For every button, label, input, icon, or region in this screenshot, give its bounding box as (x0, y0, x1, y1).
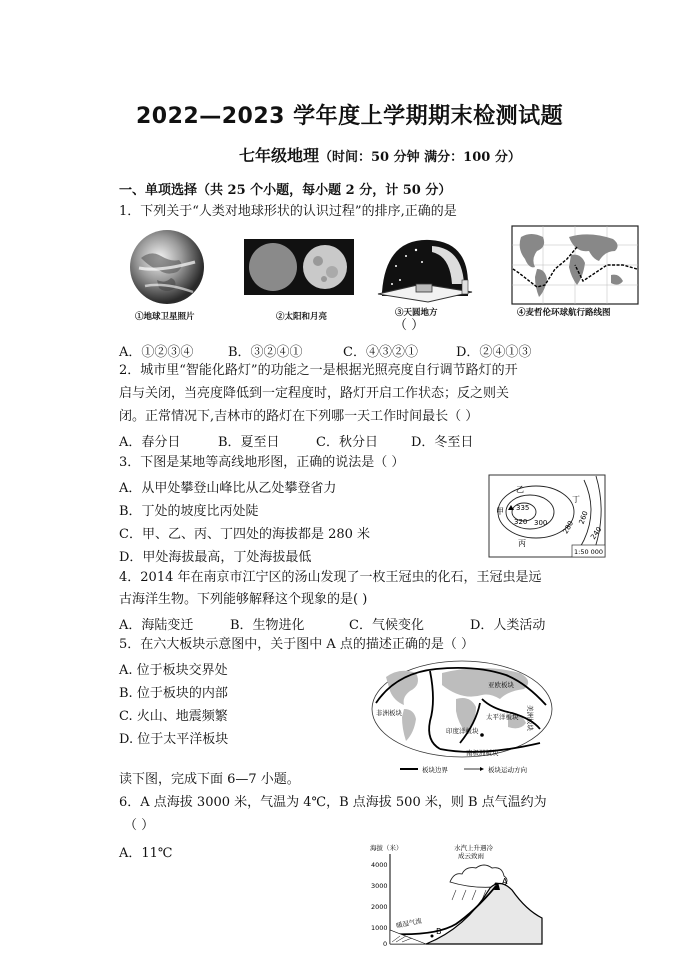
plate-label-american: 美洲板块 (526, 705, 534, 731)
exam-meta: （时间：50 分钟 满分：100 分） (319, 150, 521, 165)
place-yi-label: 乙 (516, 485, 524, 494)
diagram-ylabel: 海拔（米） (370, 844, 403, 852)
q4-option-b[interactable]: B．生物进化 (230, 618, 305, 633)
ytick-0: 0 (383, 940, 388, 948)
q1-blank: （ ） (394, 318, 425, 333)
q2-line-3: 闭。正常情况下,吉林市的路灯在下列哪一天工作时间最长（ ） (119, 409, 479, 424)
contour-peak-label: 335 (516, 504, 530, 512)
diagram-top-label-1: 水汽上升遇冷 (454, 844, 493, 852)
point-a-label: A (502, 877, 508, 886)
q5-option-b[interactable]: B. 位于板块的内部 (119, 686, 228, 701)
contour-label-240: 240 (589, 525, 604, 542)
sun-and-moon-image (244, 239, 354, 295)
plate-label-antarctic: 南极洲板块 (466, 749, 499, 757)
plate-label-indian: 印度洋板块 (446, 727, 479, 735)
place-ding-label: 丁 (572, 495, 580, 504)
plate-label-pacific: 太平洋板块 (486, 713, 519, 721)
q1-option-b[interactable]: B．③②④① (228, 345, 303, 360)
round-sky-square-earth-image (376, 236, 474, 304)
subject-name: 七年级地理 (239, 146, 320, 165)
subject-title (239, 143, 521, 166)
point-b-marker (431, 935, 434, 938)
contour-label-260: 260 (577, 509, 590, 526)
legend-motion-label: 板块运动方向 (488, 766, 527, 774)
plate-label-african: 非洲板块 (376, 709, 402, 717)
q2-option-a[interactable]: A．春分日 (119, 435, 181, 450)
ytick-2000: 2000 (371, 903, 388, 911)
q4-line-2: 古海洋生物。下列能够解释这个现象的是( ) (119, 592, 368, 607)
six-plates-map (370, 659, 554, 775)
contour-map (488, 474, 606, 558)
q3-option-a[interactable]: A．从甲处攀登山峰比从乙处攀登省力 (119, 481, 337, 496)
q6-line-1: 6．A 点海拔 3000 米，气温为 4℃，B 点海拔 500 米，则 B 点气温约为 (119, 795, 547, 810)
q1-option-d[interactable]: D．②④①③ (456, 345, 532, 360)
q1-option-c[interactable]: C．④③②① (343, 345, 418, 360)
ytick-1000: 1000 (371, 924, 388, 932)
q5-option-d[interactable]: D. 位于太平洋板块 (119, 732, 229, 747)
q1-caption-4: ④麦哲伦环球航行路线图 (517, 308, 611, 318)
q2-line-2: 启与关闭，当亮度降低到一定程度时，路灯开启工作状态；反之则关 (119, 386, 510, 401)
contour-label-280: 280 (561, 519, 576, 536)
q4-option-a[interactable]: A．海陆变迁 (119, 618, 194, 633)
legend-boundary-label: 板块边界 (422, 766, 448, 774)
q3-option-d[interactable]: D．甲处海拔最高，丁处海拔最低 (119, 550, 312, 565)
q1-caption-3: ③天圆地方 (395, 308, 438, 318)
magellan-route-map-image (511, 225, 639, 305)
q4-option-c[interactable]: C．气候变化 (349, 618, 424, 633)
q5-option-c[interactable]: C. 火山、地震频繁 (119, 709, 228, 724)
place-jia-label: 甲 (496, 507, 504, 516)
point-a-marker (480, 733, 484, 737)
mountain-rain-diagram (366, 838, 544, 950)
q2-option-b[interactable]: B．夏至日 (218, 435, 280, 450)
page-title: 2022—2023 学年度上学期期末检测试题 (136, 104, 564, 129)
contour-label-300: 300 (534, 519, 548, 527)
q1-caption-2: ②太阳和月亮 (276, 312, 328, 322)
place-bing-label: 丙 (518, 539, 526, 548)
point-a-marker (495, 883, 498, 886)
diagram-top-label-2: 成云致雨 (458, 852, 484, 860)
q1-option-a[interactable]: A．①②③④ (119, 345, 194, 360)
satellite-earth-image (127, 228, 207, 306)
q6-blank: （ ） (124, 818, 155, 833)
map-scale-label: 1:50 000 (574, 548, 604, 556)
q1-caption-1: ①地球卫星照片 (135, 312, 195, 322)
q2-line-1: 2．城市里“智能化路灯”的功能之一是根据光照亮度自行调节路灯的开 (119, 363, 518, 378)
point-b-label: B (436, 927, 442, 936)
q1-stem: 1．下列关于“人类对地球形状的认识过程”的排序,正确的是 (119, 204, 457, 219)
q3-option-c[interactable]: C．甲、乙、丙、丁四处的海拔都是 280 米 (119, 527, 371, 542)
arrow-icon (480, 767, 484, 771)
ytick-4000: 4000 (371, 861, 388, 869)
q2-option-c[interactable]: C．秋分日 (316, 435, 378, 450)
q4-line-1: 4．2014 年在南京市江宁区的汤山发现了一枚王冠虫的化石，王冠虫是远 (119, 570, 542, 585)
q5-stem: 5．在六大板块示意图中，关于图中 A 点的描述正确的是（ ） (119, 637, 475, 652)
section-heading: 一、单项选择（共 25 个小题，每小题 2 分，计 50 分） (119, 183, 452, 198)
plate-label-eurasian: 亚欧板块 (488, 681, 514, 689)
q4-option-d[interactable]: D．人类活动 (470, 618, 546, 633)
ytick-3000: 3000 (371, 882, 388, 890)
contour-label-320: 320 (514, 518, 528, 526)
q2-option-d[interactable]: D．冬至日 (411, 435, 474, 450)
wind-label: 暖湿气流 (395, 916, 423, 930)
q3-stem: 3．下图是某地等高线地形图，正确的说法是（ ） (119, 455, 405, 470)
q5-option-a[interactable]: A. 位于板块交界处 (119, 663, 228, 678)
q6-option-a[interactable]: A．11℃ (119, 846, 173, 861)
q3-option-b[interactable]: B．丁处的坡度比丙处陡 (119, 504, 259, 519)
read-instruction: 读下图，完成下面 6—7 小题。 (119, 772, 300, 787)
